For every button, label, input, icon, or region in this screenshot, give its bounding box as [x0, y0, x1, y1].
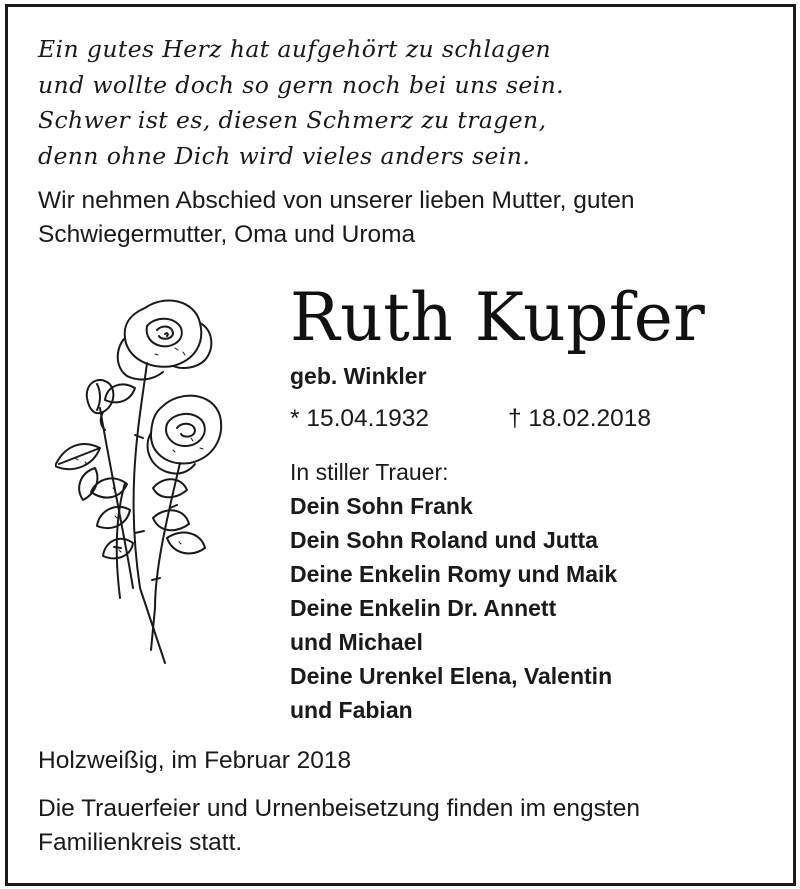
mourner-line: Dein Sohn Roland und Jutta — [290, 527, 598, 553]
closing-line: Familienkreis statt. — [38, 829, 243, 856]
life-dates — [290, 402, 710, 436]
poem-line: Schwer ist es, diesen Schmerz zu tragen, — [38, 106, 547, 134]
mourner-line: Dein Sohn Frank — [290, 493, 473, 519]
mourner-line: und Fabian — [290, 697, 413, 723]
mourner-line: Deine Enkelin Romy und Maik — [290, 561, 618, 587]
poem-line: denn ohne Dich wird vieles anders sein. — [38, 141, 531, 170]
farewell-intro — [38, 184, 778, 252]
closing-line: Die Trauerfeier und Urnenbeisetzung finden im engsten — [38, 795, 640, 822]
poem-line: und wollte doch so gern noch bei uns sein. — [38, 70, 564, 99]
mourners-list — [290, 455, 617, 727]
maiden-name: geb. Winkler — [290, 363, 427, 389]
mourner-line: Deine Urenkel Elena, Valentin — [290, 663, 613, 689]
poem-line: Ein gutes Herz hat aufgehört zu schlagen — [38, 35, 552, 63]
birth-date: * 15.04.1932 — [290, 405, 429, 432]
mourners-heading: In stiller Trauer: — [290, 459, 449, 485]
deceased-name: Ruth Kupfer — [290, 279, 706, 356]
mourner-line: und Michael — [290, 629, 423, 655]
memorial-poem — [38, 32, 758, 174]
intro-line: Schwiegermutter, Oma und Uroma — [38, 221, 416, 248]
place-date: Holzweißig, im Februar 2018 — [38, 747, 352, 774]
death-date: † 18.02.2018 — [508, 405, 652, 432]
rose-icon — [55, 288, 225, 673]
intro-line: Wir nehmen Abschied von unserer lieben Mutter, guten — [38, 187, 635, 214]
mourner-line: Deine Enkelin Dr. Annett — [290, 595, 557, 621]
funeral-info — [38, 792, 778, 860]
